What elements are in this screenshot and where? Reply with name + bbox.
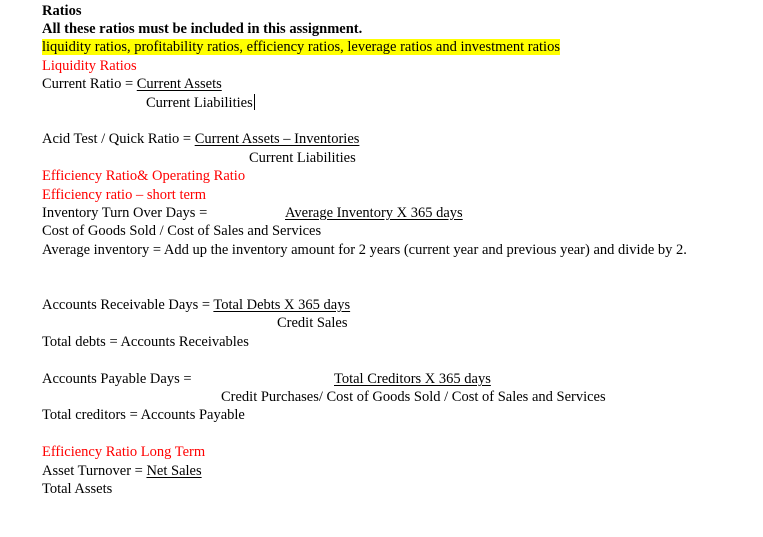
asset-turnover-label: Asset Turnover = [42, 463, 147, 479]
receivable-days-denominator: Credit Sales [277, 315, 348, 331]
acid-test-formula [42, 130, 359, 148]
efficiency-short-heading: Efficiency ratio – short term [42, 187, 207, 203]
efficiency-long-heading: Efficiency Ratio Long Term [42, 444, 206, 460]
asset-turnover-formula [42, 462, 202, 480]
receivable-days-formula [42, 296, 350, 314]
acid-test-denominator: Current Liabilities [249, 150, 356, 166]
payable-days-label: Accounts Payable Days = [42, 371, 192, 387]
current-ratio-formula [42, 75, 222, 93]
highlighted-ratio-list [42, 38, 560, 56]
current-ratio-denominator: Current Liabilities [146, 95, 253, 111]
liquidity-heading: Liquidity Ratios [42, 58, 137, 74]
current-ratio-denominator-line [146, 94, 255, 112]
payable-days-numerator: Total Creditors X 365 days [334, 371, 491, 387]
average-inventory-note: Average inventory = Add up the inventory amount for 2 years (current year and previous year) and divide by 2. [42, 242, 687, 258]
current-ratio-label: Current Ratio = [42, 76, 137, 92]
acid-test-label: Acid Test / Quick Ratio = [42, 131, 195, 147]
asset-turnover-denominator: Total Assets [42, 481, 113, 497]
current-ratio-numerator: Current Assets [136, 76, 222, 92]
highlighted-text: liquidity ratios, profitability ratios, efficiency ratios, leverage ratios and investment ratios [42, 39, 560, 55]
text-cursor [254, 94, 255, 110]
inventory-turnover-label: Inventory Turn Over Days = [42, 205, 208, 221]
total-creditors-note: Total creditors = Accounts Payable [42, 407, 245, 423]
payable-days-denominator: Credit Purchases/ Cost of Goods Sold / Cost of Sales and Services [221, 389, 606, 405]
receivable-days-label: Accounts Receivable Days = [42, 297, 214, 313]
inventory-turnover-numerator: Average Inventory X 365 days [285, 205, 463, 221]
doc-title: Ratios [42, 3, 82, 19]
efficiency-heading: Efficiency Ratio& Operating Ratio [42, 168, 246, 184]
total-debts-note: Total debts = Accounts Receivables [42, 334, 249, 350]
inventory-turnover-denominator: Cost of Goods Sold / Cost of Sales and Services [42, 223, 322, 239]
instruction-text: All these ratios must be included in this assignment. [42, 21, 363, 37]
receivable-days-numerator: Total Debts X 365 days [213, 297, 351, 313]
acid-test-numerator: Current Assets – Inventories [194, 131, 360, 147]
asset-turnover-numerator: Net Sales [146, 463, 202, 479]
